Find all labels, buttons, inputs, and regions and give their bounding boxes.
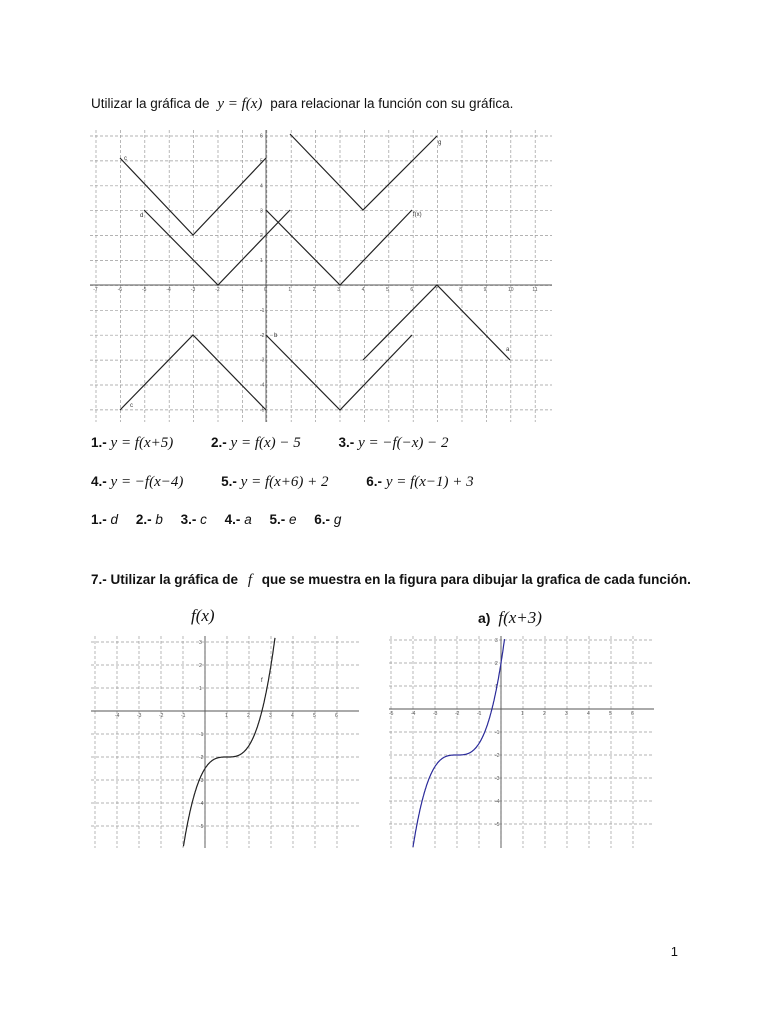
- answer-1: 1.- d: [91, 512, 119, 527]
- y-tick-label: 2: [495, 661, 498, 667]
- graph-3-curve: [413, 639, 505, 847]
- y-tick-label: -2: [199, 755, 204, 761]
- question-3: 3.- y = −f(−x) − 2: [338, 435, 449, 451]
- graph-1-label-b: b: [274, 333, 278, 339]
- graph-1-curve-g: [290, 134, 437, 210]
- intro-line: [91, 96, 513, 113]
- x-tick-label: 11: [532, 287, 538, 293]
- answer-6: 6.- g: [314, 512, 342, 527]
- graph-1-curve-c-top: [120, 158, 266, 235]
- y-tick-label: 6: [260, 133, 263, 140]
- x-tick-label: -3: [190, 287, 196, 293]
- x-tick-label: 0: [264, 287, 267, 293]
- graph-1-label-d: d: [140, 213, 144, 219]
- y-tick-label: 4: [260, 183, 263, 190]
- graph-3: [389, 636, 654, 848]
- graph-3-ticks: [389, 638, 634, 828]
- y-tick-label: 2: [199, 663, 202, 669]
- x-tick-label: 2: [543, 711, 546, 717]
- y-tick-label: -5: [495, 822, 500, 828]
- graph-2-grid: [91, 636, 359, 848]
- answers-row: [91, 512, 341, 527]
- x-tick-label: 2: [247, 713, 250, 719]
- y-tick-label: -2: [260, 332, 265, 339]
- x-tick-label: -3: [433, 711, 438, 717]
- y-tick-label: -4: [260, 382, 265, 389]
- graph-2-caption: f(x): [191, 606, 215, 625]
- y-tick-label: 5: [260, 158, 263, 165]
- y-tick-label: 1: [199, 686, 202, 692]
- graph-1-label-c: c: [124, 156, 127, 162]
- graph-1-label-g: g: [438, 140, 442, 146]
- y-tick-label: -1: [495, 730, 500, 736]
- x-tick-label: 3: [337, 287, 340, 293]
- graph-2-curve-label: f: [261, 678, 263, 684]
- graph-1-curve-fx: [266, 210, 412, 285]
- x-tick-label: 4: [291, 713, 294, 719]
- question-2: 2.- y = f(x) − 5: [211, 435, 301, 451]
- y-tick-label: -3: [260, 357, 265, 364]
- x-tick-label: -2: [215, 287, 220, 293]
- question-1: 1.- y = f(x+5): [91, 435, 174, 451]
- y-tick-label: -5: [260, 407, 265, 414]
- questions-row-2: [91, 474, 508, 491]
- y-tick-label: -2: [495, 753, 500, 759]
- y-tick-label: -3: [199, 778, 204, 784]
- x-tick-label: 5: [313, 713, 316, 719]
- graph-3-grid: [389, 636, 654, 848]
- graph-3-caption-formula: f(x+3): [498, 608, 542, 627]
- graph-1-label-a: a: [506, 347, 510, 353]
- x-tick-label: 1: [225, 713, 228, 719]
- x-tick-label: 1: [521, 711, 524, 717]
- problem-7-pre: 7.- Utilizar la gráfica de: [91, 572, 239, 587]
- x-tick-label: 2: [312, 287, 316, 293]
- answer-3: 3.- c: [180, 512, 207, 527]
- intro-math: y = f(x): [217, 96, 263, 112]
- x-tick-label: 9: [483, 287, 487, 293]
- intro-post: para relacionar la función con su gráfica.: [270, 96, 514, 111]
- y-tick-label: -4: [495, 799, 500, 805]
- graph-2: [91, 636, 359, 848]
- y-tick-label: 1: [495, 684, 498, 690]
- graph-1-curve-a: [363, 285, 510, 360]
- graph-1-label-fx: f(x): [413, 212, 422, 218]
- x-tick-label: 4: [361, 287, 365, 293]
- question-4: 4.- y = −f(x−4): [91, 474, 184, 490]
- question-6: 6.- y = f(x−1) + 3: [366, 474, 474, 490]
- problem-7-var: f: [247, 572, 252, 588]
- x-tick-label: 6: [335, 713, 338, 719]
- x-tick-label: -2: [159, 713, 164, 719]
- x-tick-label: 3: [565, 711, 568, 717]
- x-tick-label: -4: [115, 713, 120, 719]
- graph-3-caption: [478, 608, 542, 628]
- y-tick-label: -3: [495, 776, 500, 782]
- x-tick-label: 6: [631, 711, 634, 717]
- graph-1-curve-b: [266, 335, 412, 410]
- graph-1-curve-d: [144, 210, 290, 285]
- x-tick-label: 3: [269, 713, 272, 719]
- x-tick-label: -1: [239, 287, 245, 293]
- graph-1-label-e: c: [130, 403, 133, 409]
- y-tick-label: 2: [260, 233, 263, 240]
- intro-pre: Utilizar la gráfica de: [91, 96, 210, 111]
- x-tick-label: -6: [117, 287, 123, 293]
- y-tick-label: -5: [199, 824, 204, 830]
- answer-5: 5.- e: [269, 512, 297, 527]
- x-tick-label: -1: [477, 711, 482, 717]
- y-tick-label: -4: [199, 801, 204, 807]
- x-tick-label: -3: [137, 713, 142, 719]
- y-tick-label: -1: [260, 307, 265, 314]
- x-tick-label: -1: [181, 713, 186, 719]
- answer-4: 4.- a: [224, 512, 252, 527]
- y-tick-label: 1: [260, 258, 263, 265]
- graph-3-caption-prefix: a): [478, 610, 491, 626]
- x-tick-label: 1: [288, 287, 292, 293]
- graph-1-grid: [90, 130, 552, 422]
- x-tick-label: 5: [386, 287, 389, 293]
- x-tick-label: -4: [411, 711, 416, 717]
- x-tick-label: 6: [410, 287, 414, 293]
- graph-1: [90, 130, 552, 422]
- x-tick-label: -5: [142, 287, 147, 293]
- x-tick-label: 10: [508, 287, 514, 293]
- graph-2-curve: [183, 638, 275, 846]
- y-tick-label: 3: [495, 638, 498, 644]
- x-tick-label: 5: [609, 711, 612, 717]
- answer-2: 2.- b: [135, 512, 163, 527]
- x-tick-label: 7: [434, 287, 438, 293]
- page-number: 1: [670, 944, 678, 959]
- x-tick-label: -2: [455, 711, 460, 717]
- y-tick-label: 3: [199, 640, 202, 646]
- problem-7-post: que se muestra en la figura para dibujar la grafica de cada función.: [261, 572, 691, 587]
- y-tick-label: -1: [199, 732, 204, 738]
- graph-1-curve-c-bottom: [120, 332, 266, 410]
- x-tick-label: -5: [389, 711, 394, 717]
- graph-2-ticks: [115, 640, 338, 830]
- y-tick-label: 3: [260, 208, 263, 215]
- question-5: 5.- y = f(x+6) + 2: [221, 474, 329, 490]
- questions-row-1: [91, 435, 483, 452]
- x-tick-label: 8: [459, 287, 462, 293]
- problem-7-line: [91, 572, 691, 589]
- x-tick-label: 4: [587, 711, 590, 717]
- x-tick-label: -4: [166, 287, 171, 293]
- x-tick-label: -7: [93, 287, 98, 293]
